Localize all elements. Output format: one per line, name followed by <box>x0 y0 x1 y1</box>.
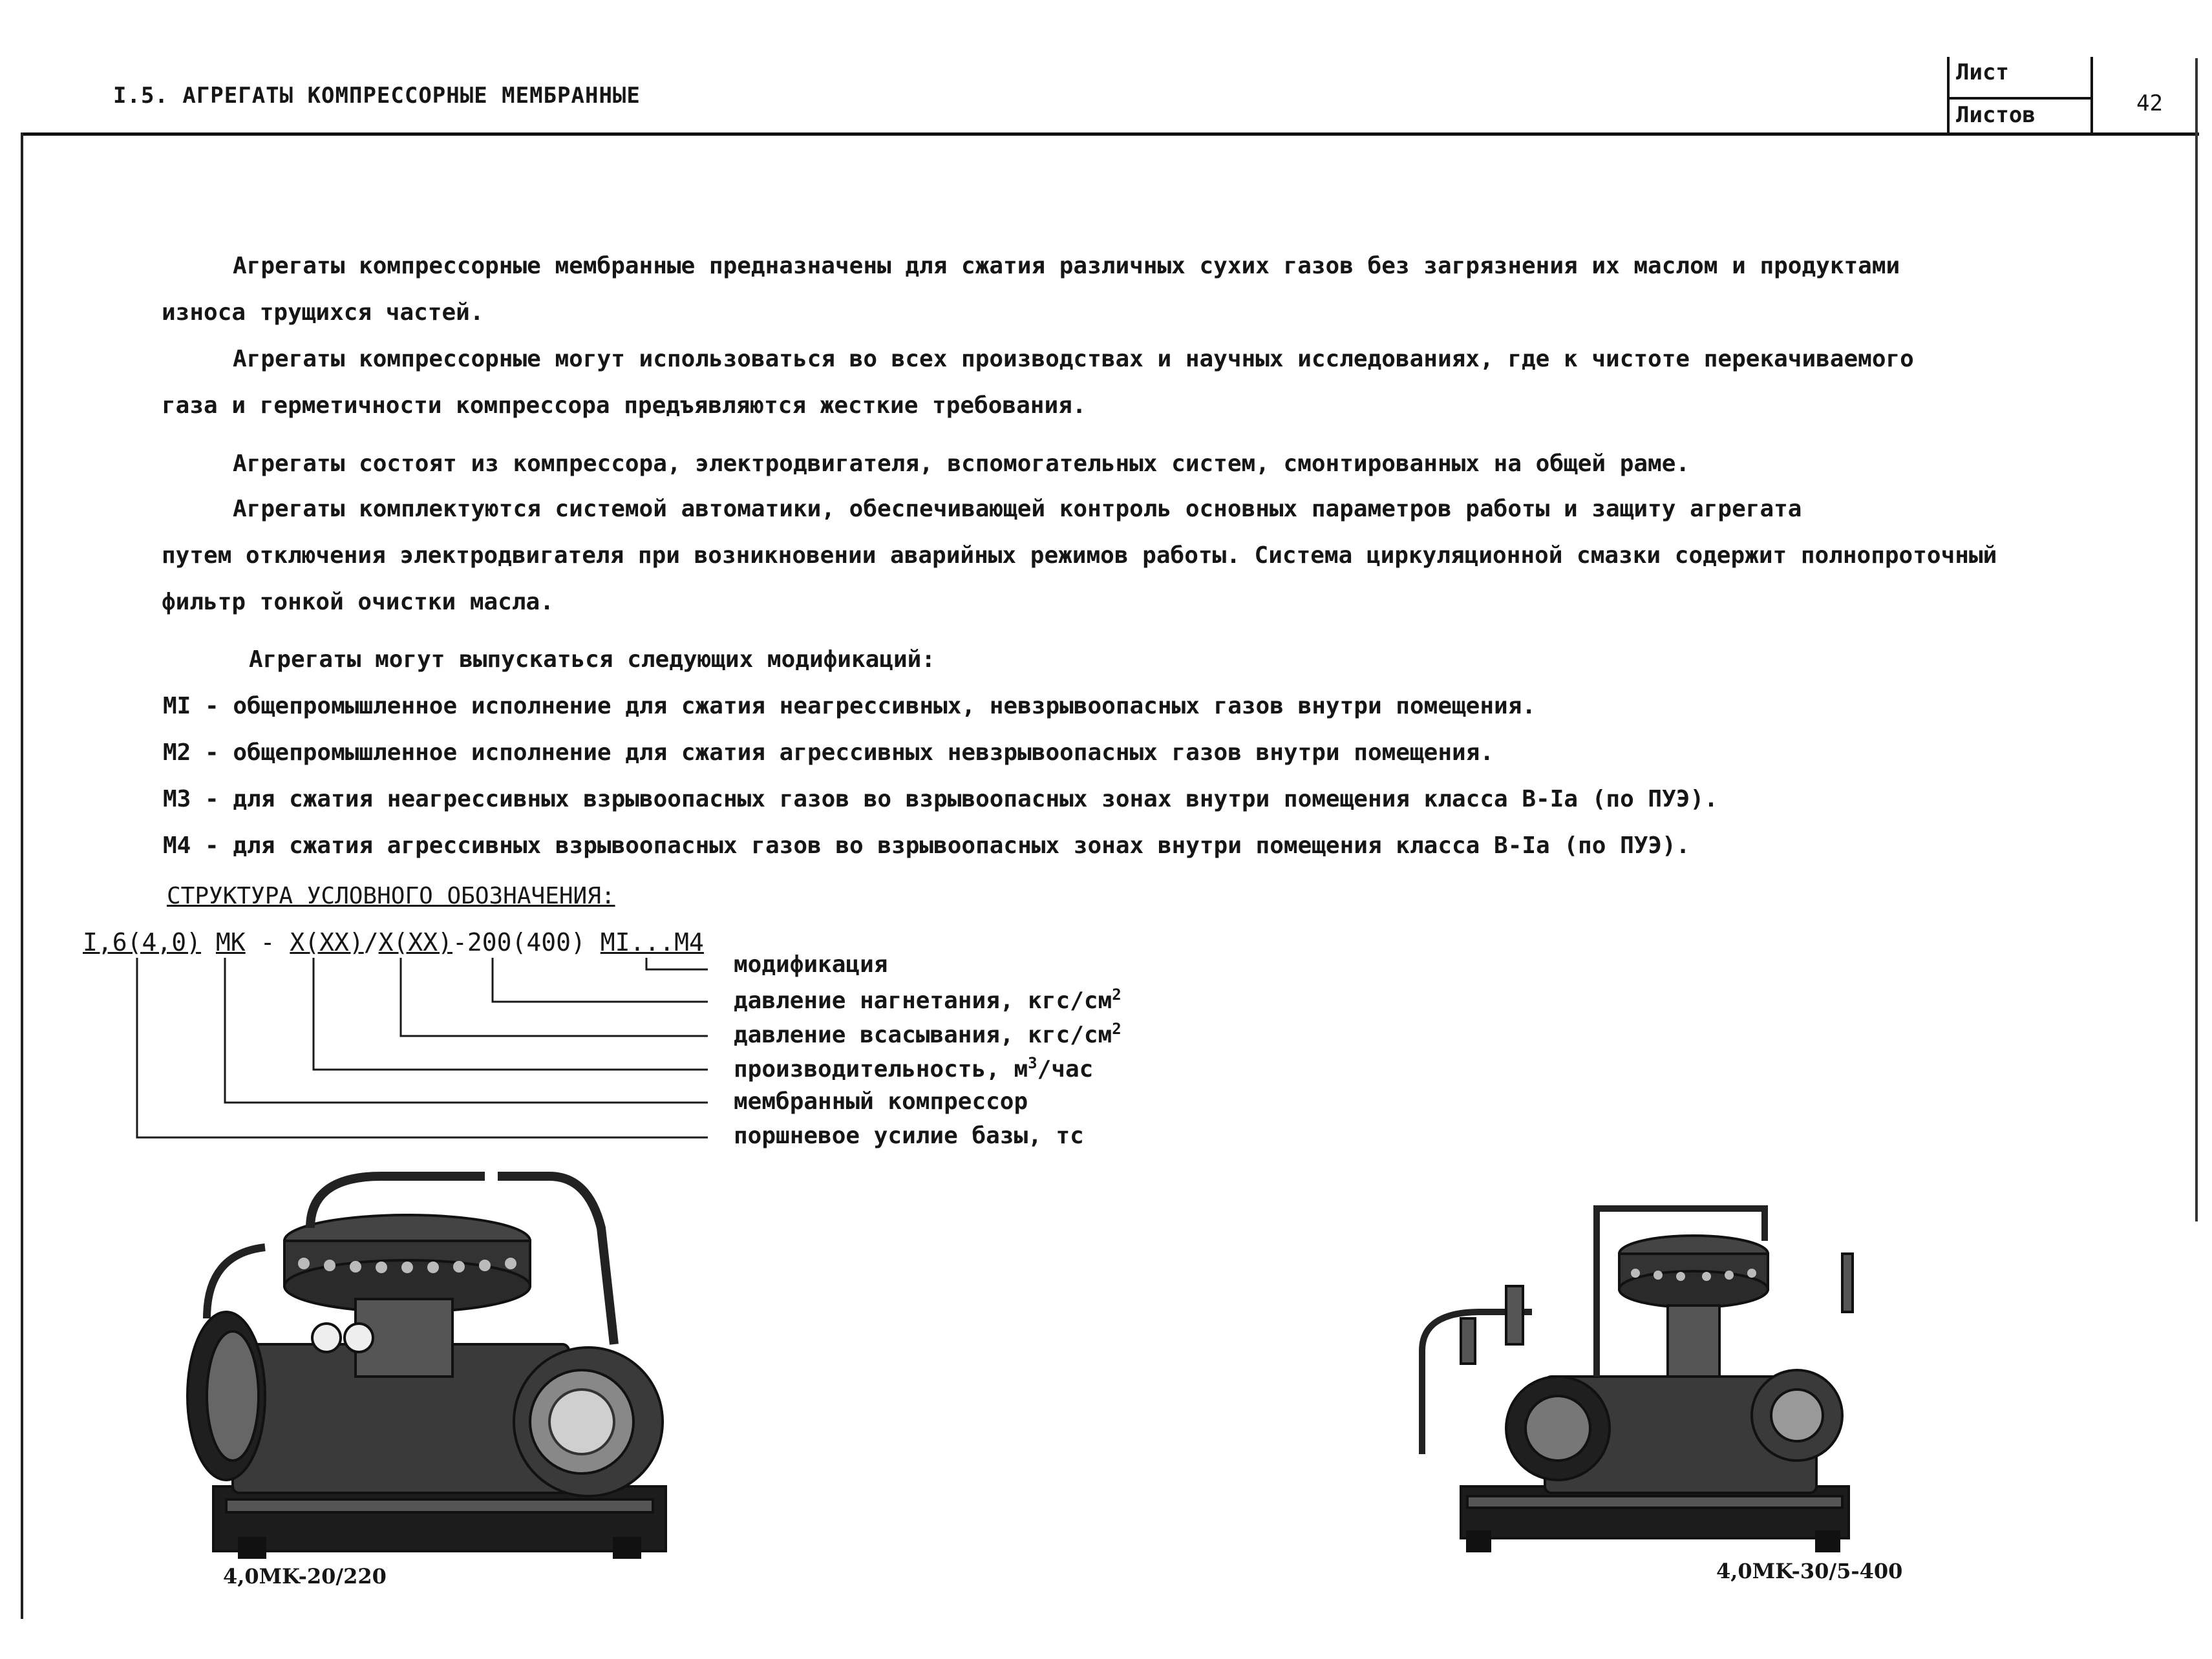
paragraph-line: износа трущихся частей. <box>162 299 484 326</box>
legend-discharge-pressure <box>734 986 1122 1014</box>
modification-item: M2 - общепромышленное исполнение для сжатия агрессивных невзрывоопасных газов внутри помещения. <box>163 739 1494 766</box>
legend-sup: 3 <box>1028 1054 1037 1072</box>
legend-text: мембранный компрессор <box>734 1088 1028 1115</box>
paragraph-line: Агрегаты комплектуются системой автоматики, обеспечивающей контроль основных параметров работы и защиту агрегата <box>233 496 1802 522</box>
modifications-intro: Агрегаты могут выпускаться следующих модификаций: <box>249 646 936 673</box>
code-suction: X(XX) <box>378 928 452 956</box>
code-dash: - <box>245 928 290 956</box>
legend-text: производительность, м <box>734 1056 1028 1083</box>
legend-text: поршневое усилие базы, тс <box>734 1123 1084 1149</box>
designation-heading: СТРУКТУРА УСЛОВНОГО ОБОЗНАЧЕНИЯ: <box>167 883 615 909</box>
paragraph-line: путем отключения электродвигателя при возникновении аварийных режимов работы. Система циркуляционной смазки содержит полнопроточный фильтр тонкой очистки масла. <box>162 542 1997 615</box>
paragraph-line: Агрегаты компрессорные могут использоваться во всех производствах и научных исследованиях, где к чистоте перекачиваемого <box>233 346 1914 372</box>
compressor-unit-large-icon <box>136 1150 743 1577</box>
paragraph-line: Агрегаты компрессорные мембранные предназначены для сжатия различных сухих газов без загрязнения их маслом и продуктами <box>233 253 1900 279</box>
legend-text: модификация <box>734 951 888 978</box>
compressor-unit-small-icon <box>1403 1183 1907 1570</box>
legend-modification <box>734 951 888 978</box>
legend-text: давление нагнетания, кгс/см <box>734 988 1112 1014</box>
modification-item: MI - общепромышленное исполнение для сжатия неагрессивных, невзрывоопасных газов внутри помещения. <box>163 693 1537 719</box>
leader-membrane <box>225 958 708 1103</box>
legend-tail: /час <box>1037 1056 1094 1083</box>
legend-membrane-compressor <box>734 1088 1028 1115</box>
leader-base-force <box>137 958 708 1137</box>
leader-modification <box>646 958 708 969</box>
code-modification: MI...M4 <box>600 928 704 956</box>
leader-capacity <box>314 958 708 1070</box>
legend-suction-pressure <box>734 1020 1122 1048</box>
sheet-number: 42 <box>2136 90 2163 116</box>
legend-sup: 2 <box>1112 1020 1122 1038</box>
code-slash: / <box>363 928 379 956</box>
sheets-label: Листов <box>1956 102 2036 128</box>
leader-discharge <box>493 958 708 1002</box>
paragraph-line: Агрегаты состоят из компрессора, электродвигателя, вспомогательных систем, смонтированных на общей раме. <box>233 450 1690 477</box>
code-capacity: X(XX) <box>290 928 364 956</box>
modification-item: M3 - для сжатия неагрессивных взрывоопасных газов во взрывоопасных зонах внутри помещения класса В-Iа (по ПУЭ). <box>163 786 1718 812</box>
figure-caption-left: 4,0MK-20/220 <box>223 1564 387 1589</box>
code-discharge: -200(400) <box>452 928 601 956</box>
code-membrane: MK <box>215 928 246 956</box>
paragraph-line: газа и герметичности компрессора предъявляются жесткие требования. <box>162 392 1087 419</box>
section-title: I.5. АГРЕГАТЫ КОМПРЕССОРНЫЕ МЕМБРАННЫЕ <box>113 83 641 109</box>
legend-text: давление всасывания, кгс/см <box>734 1022 1112 1048</box>
sheet-label: Лист <box>1956 59 2009 85</box>
legend-base-force <box>734 1123 1084 1149</box>
modification-item: M4 - для сжатия агрессивных взрывоопасных газов во взрывоопасных зонах внутри помещения класса В-Iа (по ПУЭ). <box>163 832 1690 859</box>
figure-caption-right: 4,0MK-30/5-400 <box>1716 1559 1903 1583</box>
legend-capacity <box>734 1054 1093 1083</box>
code-base-force: I,6(4,0) <box>83 928 202 956</box>
legend-sup: 2 <box>1112 986 1122 1004</box>
